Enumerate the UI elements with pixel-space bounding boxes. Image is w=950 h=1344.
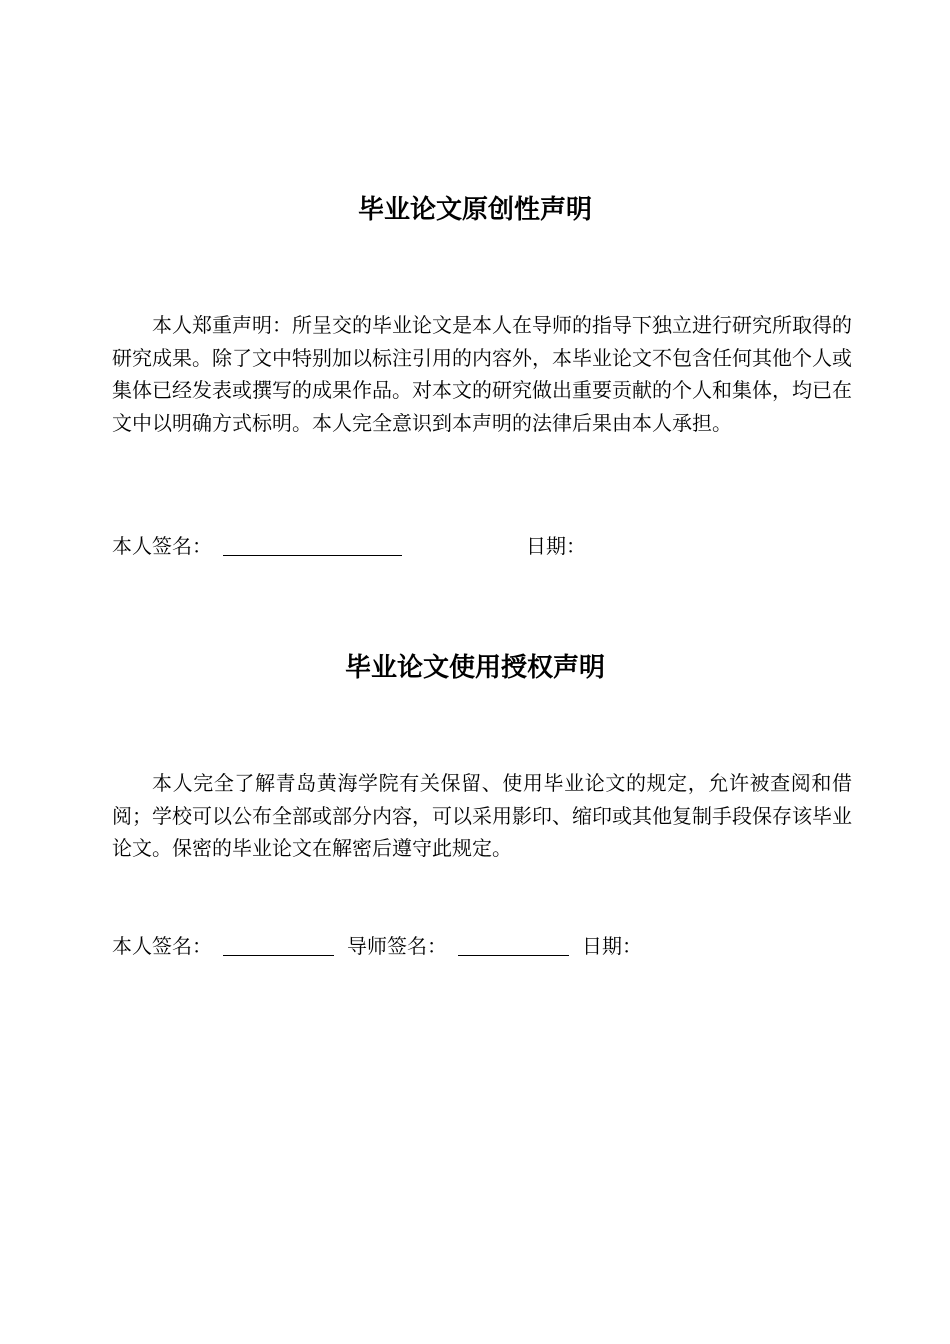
originality-signature-row: [112, 532, 852, 560]
date-label: 日期：: [582, 934, 642, 958]
originality-declaration-title: 毕业论文原创性声明: [357, 195, 592, 225]
usage-authorization-body: 本人完全了解青岛黄海学院有关保留、使用毕业论文的规定，允许被查阅和借阅；学校可以公布全部或部分内容，可以采用影印、缩印或其他复制手段保存该毕业论文。保密的毕业论文在解密后遵守此规定。: [112, 771, 852, 860]
advisor-signature-line[interactable]: [458, 955, 569, 956]
date-label: 日期：: [526, 534, 586, 558]
author-signature-line[interactable]: [223, 955, 334, 956]
author-signature-line[interactable]: [223, 555, 402, 556]
usage-authorization-title: 毕业论文使用授权声明: [344, 653, 605, 683]
originality-declaration-body: 本人郑重声明：所呈交的毕业论文是本人在导师的指导下独立进行研究所取得的研究成果。除了文中特别加以标注引用的内容外，本毕业论文不包含任何其他个人或集体已经发表或撰写的成果作品。对本文的研究做出重要贡献的个人和集体，均已在文中以明确方式标明。本人完全意识到本声明的法律后果由本人承担。: [112, 313, 852, 435]
authorization-signature-row: [112, 932, 852, 960]
author-signature-label: 本人签名：: [112, 934, 212, 958]
author-signature-label: 本人签名：: [112, 534, 212, 558]
advisor-signature-label: 导师签名：: [347, 934, 447, 958]
